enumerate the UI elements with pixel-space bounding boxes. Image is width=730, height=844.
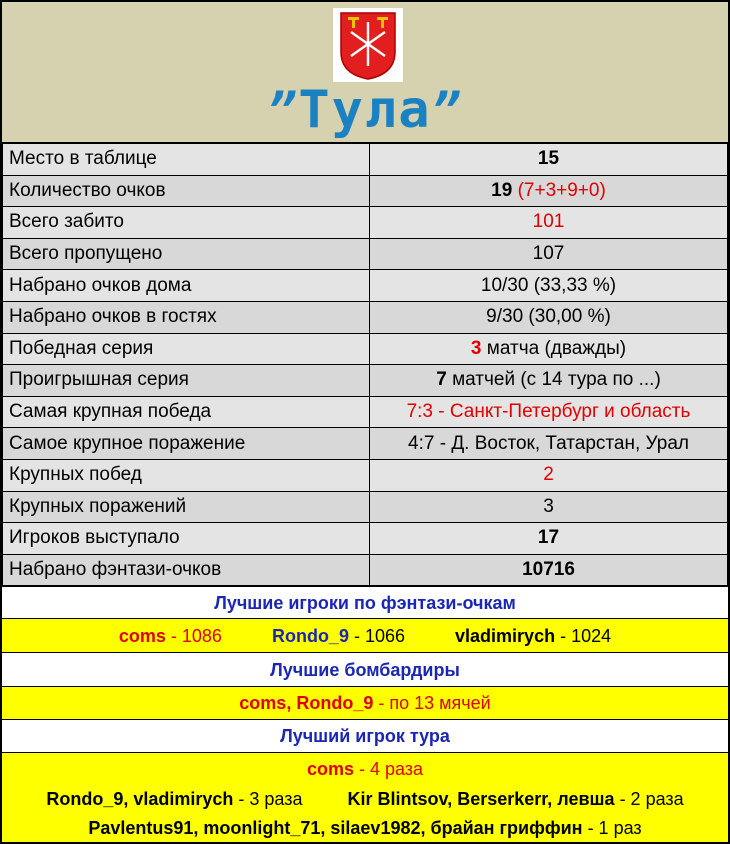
stat-value-main: 10/30 (33,33 %)	[480, 274, 617, 296]
stat-label: Крупных побед	[3, 459, 370, 491]
best-player-1-count: - 4 раза	[353, 759, 424, 779]
stats-row	[3, 175, 728, 207]
stat-value-main: 7	[436, 369, 447, 391]
scorer-1-name: coms	[239, 693, 287, 713]
stats-row	[3, 491, 728, 523]
best-player-4-count: - 1 раз	[582, 818, 642, 838]
fantasy-player-1-name: coms	[118, 626, 166, 646]
stat-value-detail: (7+3+9+0)	[512, 179, 606, 201]
stat-label: Проигрышная серия	[3, 365, 370, 397]
stat-value-main: 19	[491, 179, 513, 201]
fantasy-player-1-points: - 1086	[165, 626, 222, 646]
stat-value-main: 15	[537, 148, 560, 170]
stats-row	[3, 270, 728, 302]
fantasy-heading: Лучшие игроки по фэнтази-очкам	[2, 586, 728, 618]
stats-row	[3, 207, 728, 239]
stat-value-main: 9/30 (30,00 %)	[486, 306, 611, 328]
stat-label: Крупных поражений	[3, 491, 370, 523]
best-player-2-count: - 3 раза	[233, 789, 303, 809]
stat-value-main: 17	[537, 527, 560, 549]
stat-value-main: 3	[543, 495, 554, 517]
fantasy-leaders	[2, 618, 728, 652]
best-player-3-count: - 2 раза	[614, 789, 684, 809]
best-player-list	[2, 752, 728, 842]
stat-value	[370, 301, 728, 333]
stat-value-detail: матчей (с 14 тура по ...)	[446, 369, 661, 391]
stat-value	[370, 428, 728, 460]
best-player-line-1	[2, 753, 728, 785]
stat-value	[370, 523, 728, 555]
stats-row	[3, 238, 728, 270]
stat-label: Всего забито	[3, 207, 370, 239]
stat-label: Набрано фэнтази-очков	[3, 554, 370, 586]
stat-label: Всего пропущено	[3, 238, 370, 270]
stats-row	[3, 301, 728, 333]
stat-label: Победная серия	[3, 333, 370, 365]
best-player-4-names: Pavlentus91, moonlight_71, silaev1982, брайан гриффин	[88, 818, 583, 838]
best-player-2-names: Rondo_9, vladimirych	[46, 789, 234, 809]
stat-value	[370, 396, 728, 428]
best-player-line-2	[2, 785, 728, 814]
best-player-3-names: Kir Blintsov, Berserkerr, левша	[347, 789, 615, 809]
fantasy-player-3-points: - 1024	[555, 626, 612, 646]
stat-value-main: 7:3 - Санкт-Петербург и область	[406, 401, 691, 423]
stats-row	[3, 428, 728, 460]
stats-row	[3, 144, 728, 176]
fantasy-player-2-name: Rondo_9	[271, 626, 349, 646]
stat-value	[370, 270, 728, 302]
stat-value-main: 2	[543, 464, 554, 486]
team-name: Тула	[298, 80, 432, 140]
stats-row	[3, 333, 728, 365]
scorer-separator: ,	[286, 693, 297, 713]
stat-label: Количество очков	[3, 175, 370, 207]
stat-label: Набрано очков в гостях	[3, 301, 370, 333]
stat-label: Набрано очков дома	[3, 270, 370, 302]
stat-value-detail: матча (дважды)	[481, 337, 627, 359]
stats-row	[3, 365, 728, 397]
stats-row	[3, 396, 728, 428]
stat-value	[370, 459, 728, 491]
best-player-line-3	[2, 814, 728, 843]
stat-label: Самая крупная победа	[3, 396, 370, 428]
stats-row	[3, 459, 728, 491]
scorers-line	[2, 686, 728, 719]
stat-value	[370, 238, 728, 270]
fantasy-player-3-name: vladimirych	[455, 626, 556, 646]
stat-value-main: 4:7 - Д. Восток, Татарстан, Урал	[408, 432, 689, 454]
scorer-2-name: Rondo_9	[296, 693, 374, 713]
title-quote-open: ”	[267, 83, 299, 139]
fantasy-player-2-points: - 1066	[348, 626, 406, 646]
stat-label: Самое крупное поражение	[3, 428, 370, 460]
team-title	[2, 80, 728, 140]
header	[2, 2, 728, 142]
stats-row	[3, 523, 728, 555]
scorers-goals: - по 13 мячей	[373, 693, 491, 713]
stat-value	[370, 491, 728, 523]
stat-value	[370, 207, 728, 239]
stat-value-main: 10716	[522, 559, 575, 581]
best-player-heading: Лучший игрок тура	[2, 719, 728, 752]
stat-label: Игроков выступало	[3, 523, 370, 555]
stat-value-main: 101	[532, 211, 565, 233]
stat-label: Место в таблице	[3, 144, 370, 176]
stat-value-main: 3	[470, 337, 482, 359]
stat-value-main: 107	[532, 243, 565, 265]
title-quote-close: ”	[431, 83, 463, 139]
stats-row	[3, 554, 728, 586]
stats-table	[2, 143, 728, 586]
stat-value	[370, 144, 728, 176]
scorers-heading: Лучшие бомбардиры	[2, 652, 728, 686]
stat-value	[370, 175, 728, 207]
stat-value	[370, 365, 728, 397]
tula-coat-of-arms-icon	[333, 8, 403, 82]
stat-value	[370, 554, 728, 586]
best-player-1-name: coms	[306, 759, 354, 779]
stat-value	[370, 333, 728, 365]
